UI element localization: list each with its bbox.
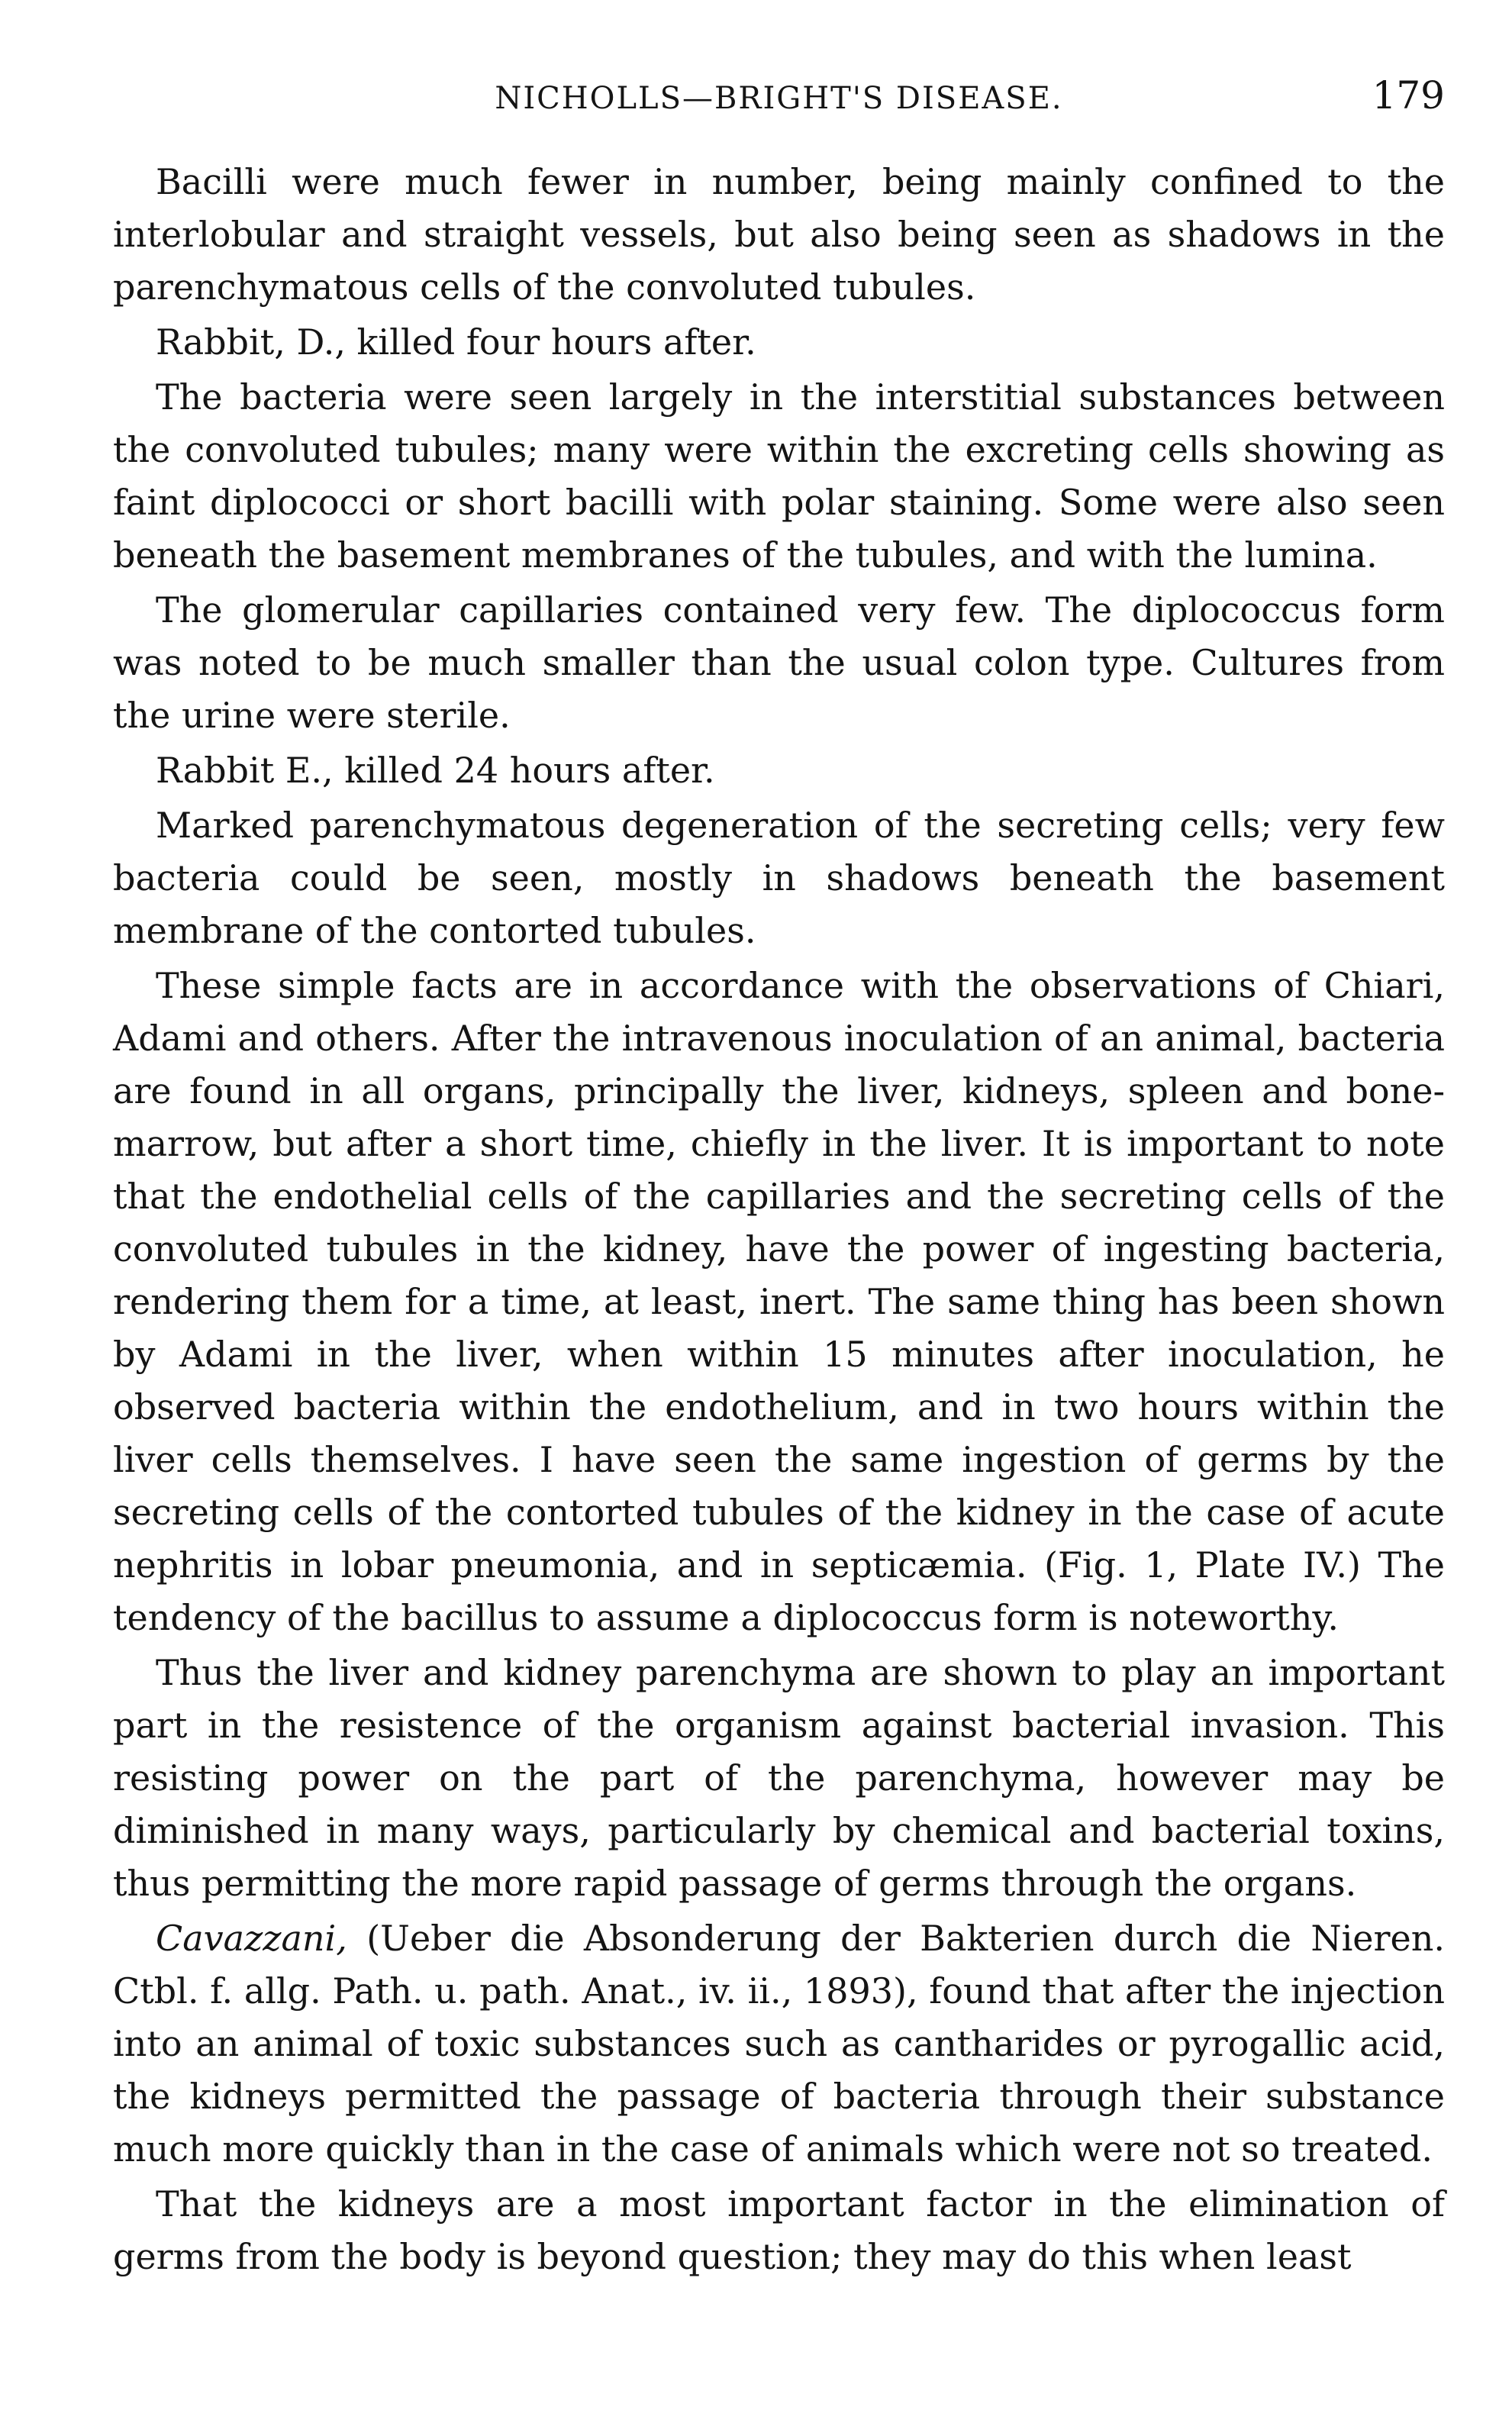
- paragraph: These simple facts are in accordance with the observations of Chiari, Adami and others. After the intravenous inoculation of an animal, bacteria are found in all organs, principally the liver, kidneys, spleen and bone-marrow, but after a short time, chiefly in the liver. It is important to note that the endothelial cells of the capillaries and the secreting cells of the convoluted tubules in the kidney, have the power of ingesting bacteria, rendering them for a time, at least, inert. The same thing has been shown by Adami in the liver, when within 15 minutes after inoculation, he observed bacteria within the endothelium, and in two hours within the liver cells themselves. I have seen the same ingestion of germs by the secreting cells of the contorted tubules of the kidney in the case of acute nephritis in lobar pneumonia, and in septicæmia. (Fig. 1, Plate IV.) The tendency of the bacillus to assume a diplococcus form is noteworthy.: [113, 965, 1445, 1638]
- paragraph: The glomerular capillaries contained very few. The diplococcus form was noted to be much smaller than the usual colon type. Cultures from the urine were sterile.: [113, 589, 1445, 736]
- body-text: [113, 156, 1445, 2283]
- paragraph: Thus the liver and kidney parenchyma are shown to play an important part in the resistence of the organism against bacterial invasion. This resisting power on the part of the parenchyma, however may be diminished in many ways, particularly by chemical and bacterial toxins, thus permitting the more rapid passage of germs through the organs.: [113, 1652, 1445, 1904]
- paragraph: Marked parenchymatous degeneration of the secreting cells; very few bacteria could be seen, mostly in shadows beneath the basement membrane of the contorted tubules.: [113, 805, 1445, 951]
- cavazzani-paragraph: [113, 1912, 1445, 2176]
- document-page: [113, 73, 1445, 2394]
- author-name: Cavazzani,: [156, 1918, 347, 1959]
- cavazzani-text: (Ueber die Absonderung der Bakterien durch die Nieren. Ctbl. f. allg. Path. u. path. Anat., iv. ii., 1893), found that after the injection into an animal of toxic substances such as cantharides or pyrogallic acid, the kidneys permitted the passage of bacteria through their substance much more quickly than in the case of animals which were not so treated.: [113, 1918, 1445, 2170]
- paragraph: The bacteria were seen largely in the interstitial substances between the convoluted tubules; many were within the excreting cells showing as faint diplococci or short bacilli with polar staining. Some were also seen beneath the basement membranes of the tubules, and with the lumina.: [113, 376, 1445, 576]
- page-number: 179: [1372, 73, 1445, 118]
- paragraph: Bacilli were much fewer in number, being mainly confined to the interlobular and straight vessels, but also being seen as shadows in the parenchymatous cells of the convoluted tubules.: [113, 161, 1445, 308]
- running-head: [113, 73, 1445, 134]
- closing-paragraph: That the kidneys are a most important factor in the elimination of germs from the body is beyond question; they may do this when least: [113, 2183, 1445, 2277]
- rabbit-e-heading: Rabbit E., killed 24 hours after.: [156, 750, 715, 791]
- rabbit-d-heading: Rabbit, D., killed four hours after.: [156, 321, 756, 363]
- running-title: NICHOLLS—BRIGHT'S DISEASE.: [495, 81, 1063, 116]
